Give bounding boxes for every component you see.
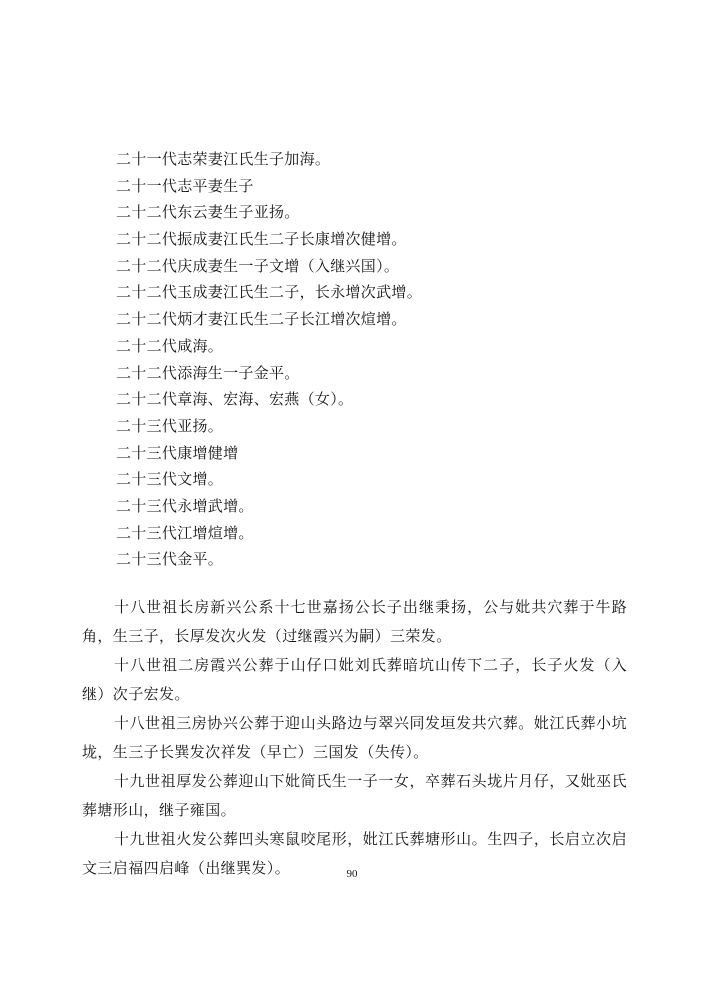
ancestor-paragraph: 十八世祖长房新兴公系十七世嘉扬公长子出继秉扬，公与妣共穴葬于牛路角，生三子，长厚发次火发（过继霞兴为嗣）三荣发。 [82, 598, 627, 645]
generation-entry: 二十三代康增健增 [116, 443, 239, 462]
generation-entry: 二十三代金平。 [116, 550, 224, 569]
generation-entry: 二十二代玉成妻江氏生二子，长永增次武增。 [116, 283, 423, 302]
ancestor-paragraph: 十八世祖三房协兴公葬于迎山头路边与翠兴同发垣发共穴葬。妣江氏葬小坑垅，生三子长巽发次祥发（早亡）三国发（失传）。 [82, 714, 627, 761]
generation-entry: 二十一代志平妻生子 [116, 176, 254, 195]
generation-entry: 二十一代志荣妻江氏生子加海。 [116, 150, 331, 168]
generation-entry: 二十二代庆成妻生一子文增（入继兴国）。 [116, 256, 400, 275]
generation-entry: 二十二代东云妻生子亚扬。 [116, 203, 300, 222]
generation-entry: 二十三代江增煊增。 [116, 523, 254, 542]
generation-entry: 二十二代章海、宏海、宏燕（女）。 [116, 390, 354, 409]
generation-list [116, 146, 422, 573]
ancestor-paragraph: 十八世祖二房霞兴公葬于山仔口妣刘氏葬暗坑山传下二子，长子火发（入继）次子宏发。 [82, 656, 627, 703]
generation-entry: 二十二代添海生一子金平。 [116, 363, 300, 382]
generation-entry: 二十二代咸海。 [116, 336, 224, 355]
ancestor-paragraph: 十九世祖火发公葬凹头寒鼠咬尾形，妣江氏葬塘形山。生四子，长启立次启文三启福四启峰（出继巽发）。 [82, 830, 627, 877]
generation-entry: 二十三代永增武增。 [116, 496, 254, 515]
generation-entry: 二十三代亚扬。 [116, 416, 224, 435]
generation-entry: 二十三代文增。 [116, 470, 224, 489]
ancestor-paragraphs [82, 593, 627, 883]
page-number: 90 [346, 868, 358, 880]
ancestor-paragraph: 十九世祖厚发公葬迎山下妣简氏生一子一女，卒葬石头垅片月仔，又妣巫氏葬塘形山，继子雍国。 [82, 772, 627, 819]
generation-entry: 二十二代炳才妻江氏生二子长江增次煊增。 [116, 310, 407, 329]
generation-entry: 二十二代振成妻江氏生二子长康增次健增。 [116, 230, 407, 249]
